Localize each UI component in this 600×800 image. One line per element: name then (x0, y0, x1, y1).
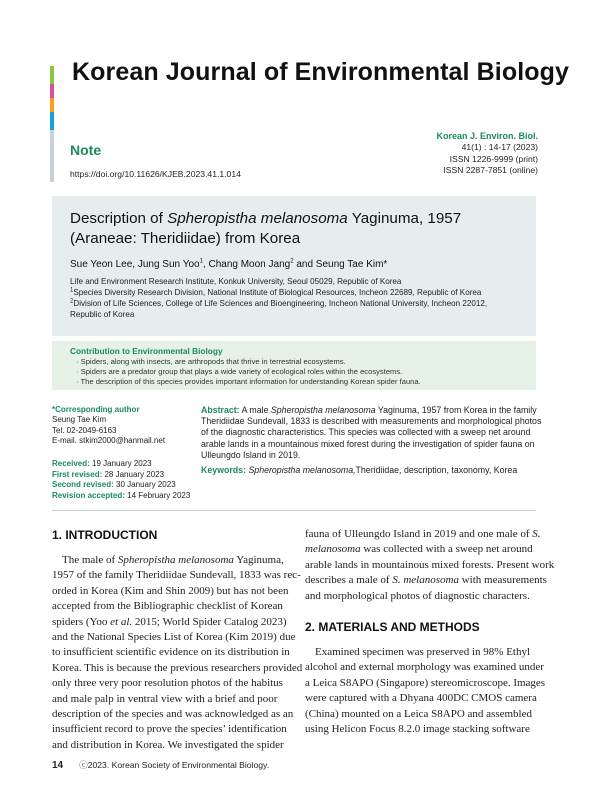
author-list: Sue Yeon Lee, Jung Sun Yoo$^1$, Chang Moon Jang$^2$ and Seung Tae Kim* (70, 258, 388, 270)
keywords: Keywords: Spheropistha melanosoma,Theridiidae, description, taxonomy, Korea (201, 465, 518, 475)
section-divider (52, 510, 536, 511)
journal-title: Korean Journal of Environmental Biology (72, 58, 570, 86)
methods-text: Examined specimen was preserved in 98% Ethyl alcohol and external morphology was examined under a Leica S8APO (Singapore) stereomicroscope. Images were captured with a Dhyana 400DC CMOS camera (China) mounted on a Leica S8APO and assembled using Helicon Focus 8.2.0 image stacking software (305, 646, 546, 736)
journal-abbrev: Korean J. Environ. Biol. (436, 131, 538, 141)
email-link[interactable]: E-mail. stkim2000@hanmail.net (52, 436, 166, 446)
title-species: Spheropistha melanosoma (167, 210, 348, 227)
color-bar-orange (50, 98, 54, 112)
intro-text: The male of Spheropistha melanosoma Yaginuma, 1957 of the family Theridiidae Sundevall, 1833 was rec- orded in Korea (Kim and Shin 2009) but has not been accepted from the Bibliographic checklist of Korean spiders (Yoo et al. 2015; World Spider Catalog 2023) and the National Species List of Korea (Kim 2019) due to insufficient scientific evidence on its distribution in Korea. This is because the previous researchers provided only three very poor resolution photos of the habitus and male palp in ventral view with a brief and poor description of the species and was acknowledged as an insufficient record to prove the species’ identification and distribution in Korea. We investigated the spider (52, 554, 303, 751)
article-type-label: Note (70, 142, 102, 158)
corresponding-author: *Corresponding author Seung Tae Kim Tel. 02-2049-6163 E-mail. stkim2000@hanmail.net (52, 405, 166, 446)
article-dates: Received: 19 January 2023 First revised: 28 January 2023 Second revised: 30 January 2023 Revision accepted: 14 February 2023 (52, 459, 191, 500)
intro-continued-text: fauna of Ulleungdo Island in 2019 and one male of S. melanosoma was collected with a sweep net around arable lands in mountainous mixed forests. Present work describes a male of S. melanosoma with measurements and morphological photos of diagnostic characters. (305, 528, 555, 602)
affiliations: Life and Environment Research Institute, Konkuk University, Seoul 05029, Republic of Korea $^1$Species Diversity Research Division, National Institute of Biological Resources, Incheon 22689, Republic of Korea $^2$Division of Life Sciences, College of Life Sciences and Bioengineering, Incheon National University, Incheon 22012, Republic of Korea (70, 277, 488, 319)
color-bar-green (50, 66, 54, 84)
page-number: 14 (52, 760, 64, 771)
abstract: Abstract: A male Spheropistha melanosoma Yaginuma, 1957 from Korea in the family Theridiidae Sundevall, 1833 is described with measurements and morphological photos of the diagnostic characteristics. This species was collected with a sweep net around arable lands in a mountainous mixed forest during the investigation of spider fauna on Ulleungdo Island in 2019. (201, 405, 542, 460)
color-bar-gray (50, 130, 54, 182)
list-item: · The description of this species provides important information for understanding Korean spider fauna. (76, 377, 421, 386)
volume-info: 41(1) : 14-17 (2023) (461, 142, 538, 153)
color-bar-pink (50, 84, 54, 98)
issn-online: ISSN 2287-7851 (online) (443, 165, 538, 176)
contribution-list (76, 357, 421, 387)
contribution-heading: Contribution to Environmental Biology (70, 346, 223, 356)
list-item: · Spiders, along with insects, are arthropods that thrive in terrestrial ecosystems. (76, 357, 346, 366)
intro-heading: 1. INTRODUCTION (52, 528, 158, 542)
list-item: · Spiders are a predator group that plays a wide variety of ecological roles within the ecosystems. (76, 367, 403, 376)
article-title: Description of Spheropistha melanosoma Yaginuma, 1957 (Araneae: Theridiidae) from Korea (70, 210, 462, 247)
issn-print: ISSN 1226-9999 (print) (449, 153, 538, 164)
doi-link[interactable]: https://doi.org/10.11626/KJEB.2023.41.1.014 (70, 169, 241, 179)
journal-meta (436, 131, 538, 177)
methods-heading: 2. MATERIALS AND METHODS (305, 620, 480, 634)
copyright: ⓒ2023. Korean Society of Environmental Biology. (79, 760, 270, 770)
page-footer (52, 759, 269, 771)
color-bar-blue (50, 112, 54, 130)
